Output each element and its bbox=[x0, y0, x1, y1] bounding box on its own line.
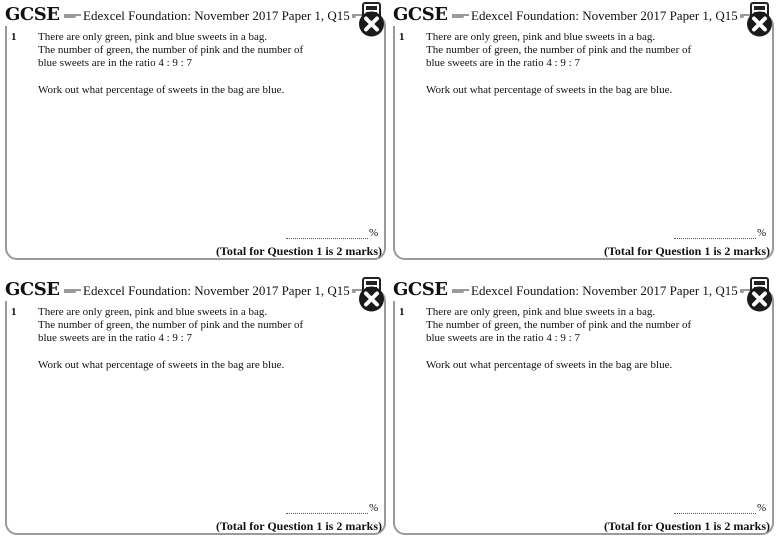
calculator-not-allowed-icon bbox=[745, 2, 774, 38]
answer-unit: % bbox=[757, 502, 767, 514]
question-text-line: There are only green, pink and blue sweets in a bag. bbox=[38, 31, 268, 43]
paper-title: Edexcel Foundation: November 2017 Paper 1, Q15 bbox=[471, 8, 738, 23]
question-prompt: Work out what percentage of sweets in the bag are blue. bbox=[426, 359, 673, 371]
paper-title: Edexcel Foundation: November 2017 Paper 1, Q15 bbox=[471, 283, 738, 298]
question-text-line: The number of green, the number of pink and the number of bbox=[426, 319, 692, 331]
paper-title: Edexcel Foundation: November 2017 Paper 1, Q15 bbox=[83, 8, 350, 23]
gcse-logo: GCSE bbox=[2, 279, 64, 301]
question-card-2 bbox=[390, 2, 774, 260]
total-marks: (Total for Question 1 is 2 marks) bbox=[215, 244, 382, 258]
question-text-line: The number of green, the number of pink and the number of bbox=[426, 44, 692, 56]
gcse-logo: GCSE bbox=[390, 279, 452, 301]
question-card-3 bbox=[2, 277, 386, 535]
question-text-line: blue sweets are in the ratio 4 : 9 : 7 bbox=[426, 332, 580, 344]
answer-line[interactable] bbox=[674, 501, 756, 514]
question-card-1 bbox=[2, 2, 386, 260]
question-prompt: Work out what percentage of sweets in the bag are blue. bbox=[38, 359, 285, 371]
total-marks: (Total for Question 1 is 2 marks) bbox=[603, 244, 770, 258]
gcse-logo: GCSE bbox=[390, 4, 452, 26]
question-number: 1 bbox=[11, 31, 17, 43]
total-marks: (Total for Question 1 is 2 marks) bbox=[215, 519, 382, 533]
question-number: 1 bbox=[399, 306, 405, 318]
answer-unit: % bbox=[757, 227, 767, 239]
gcse-logo: GCSE bbox=[2, 4, 64, 26]
question-number: 1 bbox=[399, 31, 405, 43]
question-text-line: There are only green, pink and blue sweets in a bag. bbox=[426, 31, 656, 43]
calculator-not-allowed-icon bbox=[745, 277, 774, 313]
question-text-line: blue sweets are in the ratio 4 : 9 : 7 bbox=[38, 57, 192, 69]
question-prompt: Work out what percentage of sweets in the bag are blue. bbox=[38, 84, 285, 96]
question-text-line: blue sweets are in the ratio 4 : 9 : 7 bbox=[426, 57, 580, 69]
question-text-line: blue sweets are in the ratio 4 : 9 : 7 bbox=[38, 332, 192, 344]
paper-title: Edexcel Foundation: November 2017 Paper 1, Q15 bbox=[83, 283, 350, 298]
question-text-line: There are only green, pink and blue sweets in a bag. bbox=[38, 306, 268, 318]
answer-line[interactable] bbox=[286, 226, 368, 239]
answer-unit: % bbox=[369, 502, 379, 514]
calculator-not-allowed-icon bbox=[357, 277, 386, 313]
total-marks: (Total for Question 1 is 2 marks) bbox=[603, 519, 770, 533]
question-card-4 bbox=[390, 277, 774, 535]
question-text-line: The number of green, the number of pink and the number of bbox=[38, 44, 304, 56]
answer-unit: % bbox=[369, 227, 379, 239]
question-number: 1 bbox=[11, 306, 17, 318]
question-text-line: There are only green, pink and blue sweets in a bag. bbox=[426, 306, 656, 318]
answer-line[interactable] bbox=[674, 226, 756, 239]
calculator-not-allowed-icon bbox=[357, 2, 386, 38]
question-prompt: Work out what percentage of sweets in the bag are blue. bbox=[426, 84, 673, 96]
answer-line[interactable] bbox=[286, 501, 368, 514]
question-text-line: The number of green, the number of pink and the number of bbox=[38, 319, 304, 331]
